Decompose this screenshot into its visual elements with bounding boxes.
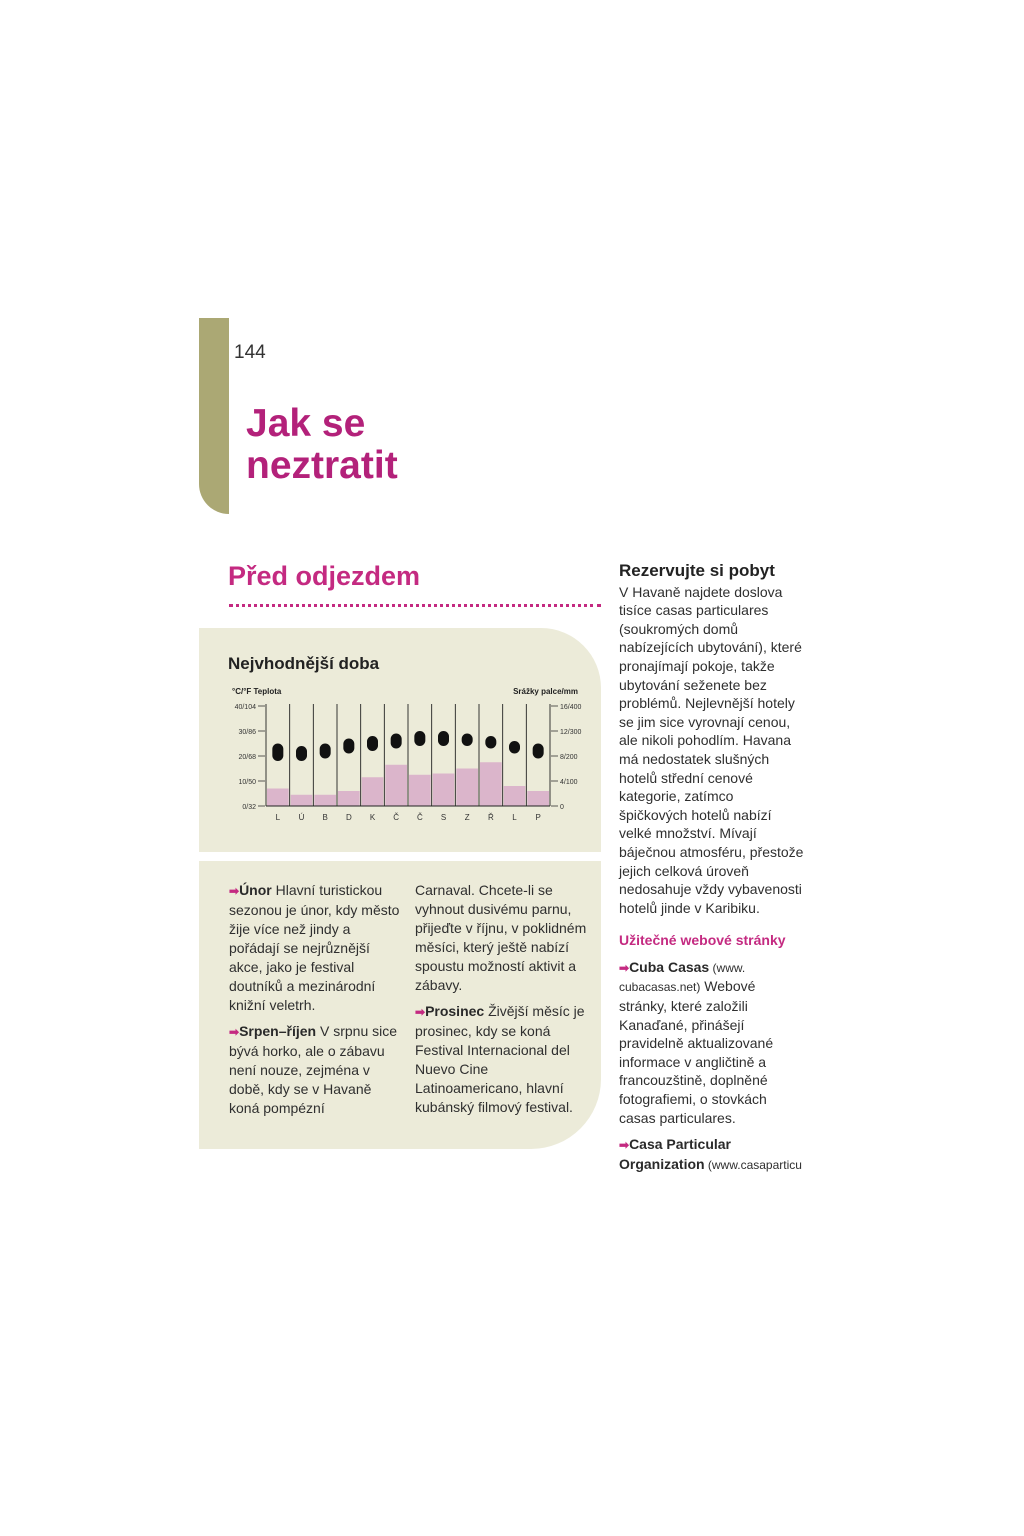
tip-february-text: Hlavní turistickou sezonou je únor, kdy město žije více než jindy a pořádají se nejrůznější akce, jako je festival doutníků a mezinárodní knižní veletrh. xyxy=(229,882,400,1013)
tip-aug-oct xyxy=(229,1022,401,1118)
temp-tick-label: 30/86 xyxy=(238,729,256,736)
temperature-range xyxy=(296,746,307,761)
dotted-divider xyxy=(229,604,601,607)
rainfall-bar xyxy=(385,765,407,806)
websites-heading: Užitečné webové stránky xyxy=(619,932,786,949)
rainfall-bar xyxy=(433,774,455,807)
month-label: Č xyxy=(393,813,400,822)
arrow-icon: ➡ xyxy=(619,1138,630,1153)
temp-tick-label: 40/104 xyxy=(234,704,256,711)
arrow-icon: ➡ xyxy=(229,1025,240,1039)
sidebar xyxy=(619,562,805,1182)
rainfall-bar xyxy=(409,775,431,806)
month-label: K xyxy=(369,813,376,822)
sidebar-body: V Havaně najdete doslova tisíce casas particulares (soukromých domů nabízejících ubytování), které pronajímají pokoje, takže ubytování seženete bez problémů. Nejlevnější hotely se jim sice vyrovnají cenou, ale nikoli pohodlím. Havana má nedostatek slušných hotelů střední cenové kategorie, zatímco špičkových hotelů nabízí velké množství. Mívají báječnou atmosféru, přestože jejich celková úroveň nedosahuje vždy vybavenosti hotelů jinde v Karibiku. xyxy=(619,583,804,916)
month-label: Ú xyxy=(298,813,305,822)
month-label: S xyxy=(440,813,447,822)
temperature-range xyxy=(485,736,496,749)
tip-aug-oct-text: V srpnu sice bývá horko, ale o zábavu není nouze, zejména v době, kdy se v Havaně koná pompézní xyxy=(229,1023,398,1116)
website-cuba-casas-text: Webové stránky, které založili Kanaďané, přinášejí pravidelně aktualizované informace v angličtině a francouzštině, doplněné fotografiemi, o stovkách casas particulares. xyxy=(619,978,774,1126)
temperature-range xyxy=(509,741,520,754)
rain-tick-label: 8/200 xyxy=(560,754,578,761)
tip-carnaval-text: Carnaval. Chcete-li se vyhnout dusivému parnu, přijeďte v říjnu, v poklidném měsíci, který ještě nabízí spoustu možností aktivit a zábavy. xyxy=(415,882,587,993)
rainfall-bar xyxy=(362,777,384,806)
rainfall-bar xyxy=(480,762,502,806)
month-label: B xyxy=(322,813,328,822)
rain-tick-label: 16/400 xyxy=(560,704,582,711)
travel-column-2 xyxy=(415,881,587,1124)
month-label: Z xyxy=(464,813,470,822)
tip-december xyxy=(415,1002,587,1117)
rainfall-bar xyxy=(504,786,526,806)
arrow-icon: ➡ xyxy=(229,884,240,898)
temperature-range xyxy=(343,739,354,754)
travel-column-1 xyxy=(229,881,401,1125)
temperature-range xyxy=(320,744,331,759)
month-label: L xyxy=(512,813,517,822)
temp-tick-label: 0/32 xyxy=(242,804,256,811)
tip-december-text: Živější měsíc je prosinec, kdy se koná Festival Internacional del Nuevo Cine Latinoamericano, hlavní kubánský filmový festival. xyxy=(415,1003,585,1115)
website-casa-particular-url[interactable]: (www.casaparticu xyxy=(704,1157,802,1172)
rainfall-bar xyxy=(314,795,336,806)
page-number: 144 xyxy=(234,342,266,363)
chapter-title xyxy=(246,403,398,487)
tip-aug-oct-title: Srpen–říjen xyxy=(239,1023,317,1039)
website-casa-particular xyxy=(619,1135,805,1174)
temperature-range xyxy=(414,731,425,746)
rainfall-axis-label: Srážky palce/mm xyxy=(513,687,578,696)
tip-february-title: Únor xyxy=(239,882,272,898)
temp-tick-label: 20/68 xyxy=(238,754,256,761)
month-label: L xyxy=(275,813,281,822)
website-casa-particular-name: Casa Particular Organization xyxy=(619,1136,732,1172)
rain-tick-label: 4/100 xyxy=(560,779,578,786)
website-cuba-casas-url[interactable]: (www. cubacasas.net) xyxy=(619,960,746,995)
chapter-title-line2: neztratit xyxy=(246,444,398,487)
temperature-range xyxy=(391,734,402,749)
sidebar-heading: Rezervujte si pobyt xyxy=(619,561,775,580)
best-time-heading: Nejvhodnější doba xyxy=(228,654,380,673)
temperature-range xyxy=(462,734,473,747)
temperature-axis-label: °C/°F Teplota xyxy=(232,687,282,696)
website-cuba-casas xyxy=(619,958,805,1127)
rainfall-bar xyxy=(456,769,478,807)
temperature-range xyxy=(367,736,378,751)
rainfall-bar xyxy=(338,791,360,806)
climate-chart xyxy=(228,684,588,829)
arrow-icon: ➡ xyxy=(415,1005,426,1019)
month-label: Ř xyxy=(487,813,494,822)
month-label: P xyxy=(535,813,541,822)
rainfall-bar xyxy=(527,791,549,806)
website-cuba-casas-name: Cuba Casas xyxy=(629,958,710,975)
temperature-range xyxy=(438,731,449,746)
chapter-title-line1: Jak se xyxy=(246,402,366,445)
month-label: D xyxy=(345,813,352,822)
chapter-tab xyxy=(199,318,229,514)
tip-february xyxy=(229,881,401,1015)
tip-carnaval-cont xyxy=(415,881,587,995)
temperature-range xyxy=(272,744,283,762)
temp-tick-label: 10/50 xyxy=(238,779,256,786)
temperature-range xyxy=(533,744,544,759)
rain-tick-label: 12/300 xyxy=(560,729,582,736)
rainfall-bar xyxy=(267,789,289,807)
section-title: Před odjezdem xyxy=(228,561,421,591)
rain-tick-label: 0 xyxy=(560,804,564,811)
month-label: Č xyxy=(416,813,423,822)
arrow-icon: ➡ xyxy=(619,960,630,975)
rainfall-bar xyxy=(291,795,313,806)
tip-december-title: Prosinec xyxy=(425,1003,485,1019)
